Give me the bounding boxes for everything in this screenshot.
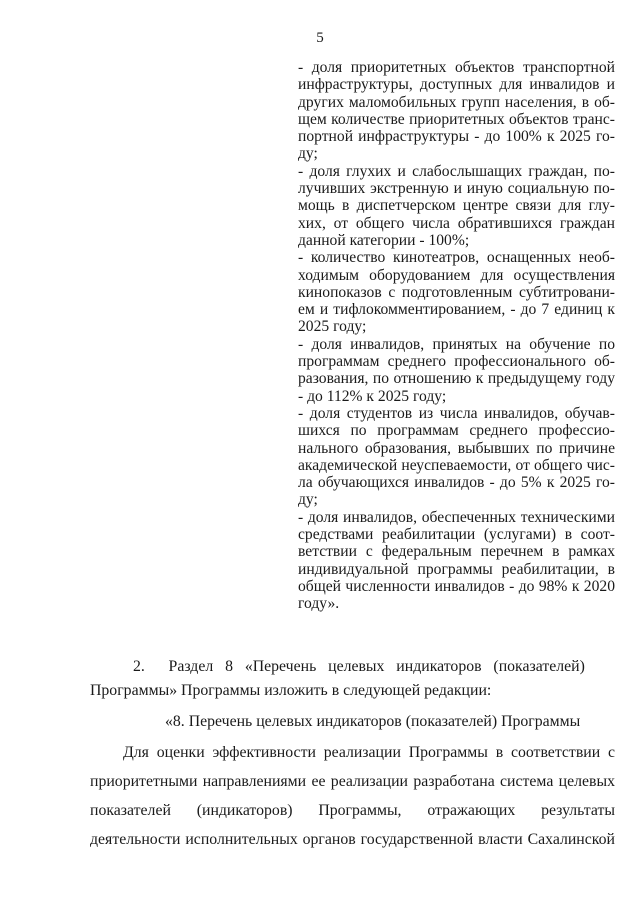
- bullet-education-admission: [298, 336, 615, 405]
- bullet-cinemas: [298, 249, 615, 335]
- bullet-rehabilitation-means: [298, 509, 615, 613]
- bullet-deaf-citizens: [298, 163, 615, 249]
- bullet-line: - доля инвалидов, принятых на обучение по: [298, 335, 615, 353]
- bullet-line: других маломобильных групп населения, в об-: [298, 93, 615, 111]
- bullet-line: академической неуспеваемости, от общего чис-: [298, 456, 615, 474]
- bullet-line: программам среднего профессионального об-: [298, 353, 615, 371]
- bullet-line: инфраструктуры, доступных для инвалидов и: [298, 76, 615, 94]
- bullet-line: ду;: [298, 145, 318, 163]
- bullet-line: общей численности инвалидов - до 98% к 2020: [298, 577, 615, 595]
- bullet-line: 2025 году;: [298, 318, 367, 336]
- bullet-line: кинопоказов с подготовленным субтитровани-: [298, 283, 615, 301]
- bullet-line: году».: [298, 595, 340, 613]
- bullet-line: индивидуальной программы реабилитации, в: [298, 560, 615, 578]
- bullet-line: - до 112% к 2025 году;: [298, 387, 447, 405]
- bullet-student-dropout: [298, 405, 615, 509]
- section-heading: [90, 710, 615, 734]
- bullet-line: ду;: [298, 491, 318, 509]
- bullet-line: портной инфраструктуры - до 100% к 2025 го-: [298, 128, 615, 146]
- bullet-line: разования, по отношению к предыдущему году: [298, 370, 615, 388]
- bullet-line: шихся по программам среднего профессио-: [298, 422, 615, 440]
- bullet-line: нального образования, выбывших по причине: [298, 439, 615, 457]
- bullet-line: ходимым оборудованием для осуществления: [298, 266, 615, 284]
- bullet-line: ла обучающихся инвалидов - до 5% к 2025 го-: [298, 474, 615, 492]
- paragraph-line-1: Для оценки эффективности реализации Программы в соответствии с: [123, 744, 615, 761]
- item-2: [90, 655, 615, 703]
- page-number: 5: [316, 30, 324, 46]
- bullet-line: данной категории - 100%;: [298, 231, 470, 249]
- indicator-bullet-list: [298, 59, 615, 613]
- item-2-line-2: Программы» Программы изложить в следующей редакции:: [90, 682, 492, 699]
- bullet-line: - доля студентов из числа инвалидов, обучав-: [298, 404, 615, 422]
- bullet-line: ветствии с федеральным перечнем в рамках: [298, 543, 615, 561]
- bullet-line: лучивших экстренную и иную социальную по-: [298, 180, 615, 198]
- paragraph-line-4: деятельности исполнительных органов государственной власти Сахалинской: [90, 831, 615, 848]
- bullet-line: - количество кинотеатров, оснащенных необ-: [298, 249, 615, 267]
- bullet-transport-infrastructure: [298, 59, 615, 163]
- bullet-line: средствами реабилитации (услугами) в соот-: [298, 526, 615, 544]
- evaluation-paragraph: [90, 738, 615, 854]
- bullet-line: ем и тифлокомментированием, - до 7 единиц к: [298, 301, 615, 319]
- bullet-line: хих, от общего числа обратившихся граждан: [298, 214, 615, 232]
- paragraph-line-3: показателей (индикаторов) Программы, отражающих результаты: [90, 802, 615, 819]
- section-heading-text: «8. Перечень целевых индикаторов (показателей) Программы: [165, 713, 581, 730]
- item-2-line-1: 2. Раздел 8 «Перечень целевых индикаторов (показателей): [133, 658, 585, 675]
- paragraph-line-2: приоритетными направлениями ее реализации разработана система целевых: [90, 773, 615, 790]
- bullet-line: щем количестве приоритетных объектов транс-: [298, 110, 615, 128]
- bullet-line: - доля инвалидов, обеспеченных техническими: [298, 508, 615, 526]
- bullet-line: - доля глухих и слабослышащих граждан, по-: [298, 162, 615, 180]
- bullet-line: мощь в диспетчерском центре связи для глу-: [298, 197, 615, 215]
- bullet-line: - доля приоритетных объектов транспортной: [298, 59, 615, 76]
